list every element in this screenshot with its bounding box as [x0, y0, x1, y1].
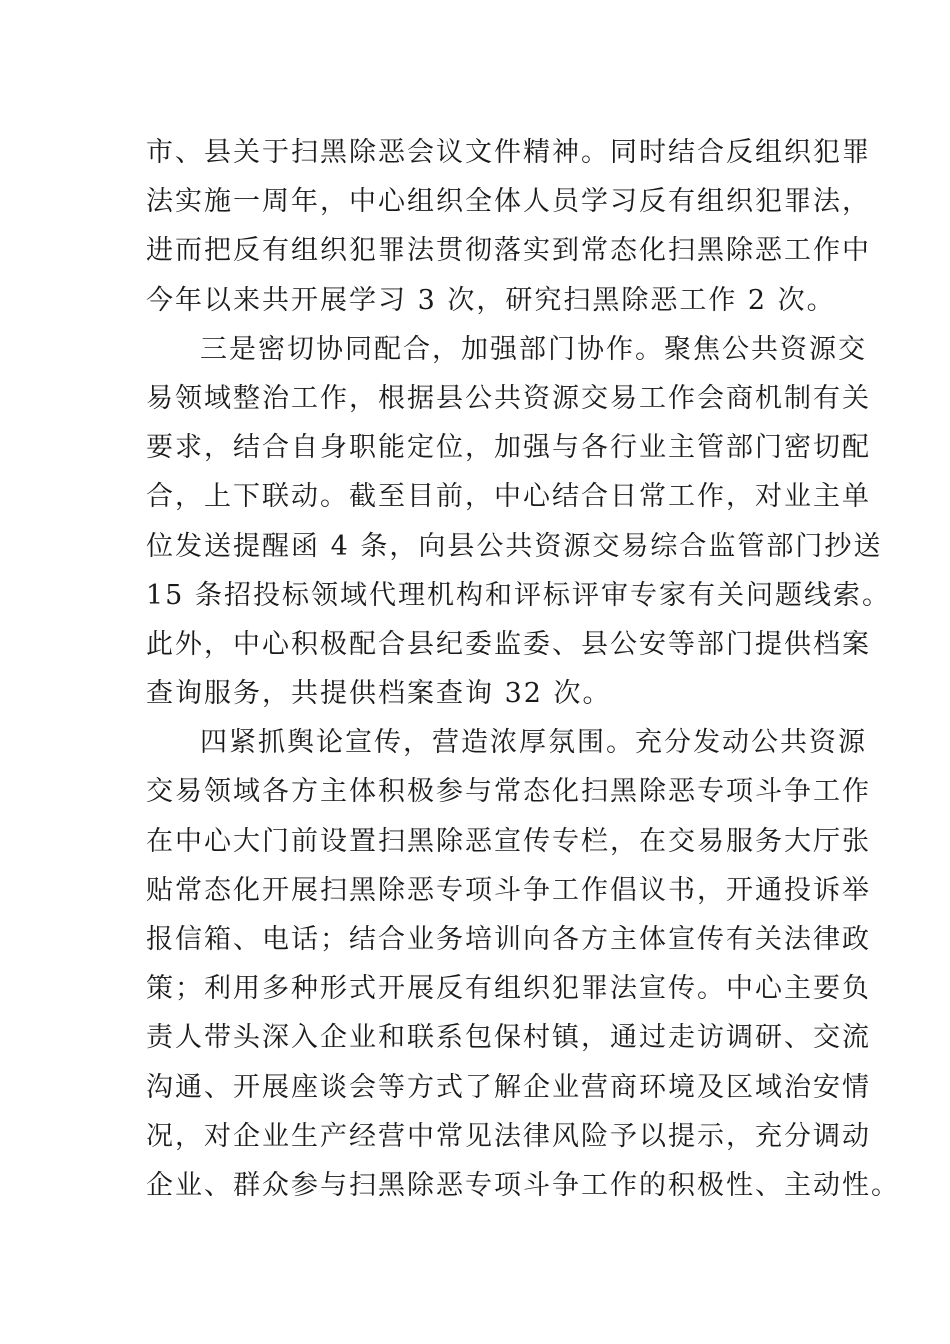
text-line: 位发送提醒函 4 条，向县公共资源交易综合监管部门抄送	[146, 530, 883, 562]
text-line: 法实施一周年，中心组织全体人员学习反有组织犯罪法，	[146, 186, 871, 218]
paragraph-start-line: 四紧抓舆论宣传，营造浓厚氛围。充分发动公共资源	[200, 727, 867, 759]
text-line: 况，对企业生产经营中常见法律风险予以提示，充分调动	[146, 1120, 871, 1152]
text-line: 策；利用多种形式开展反有组织犯罪法宣传。中心主要负	[146, 973, 871, 1005]
paragraph-start-line: 三是密切协同配合，加强部门协作。聚焦公共资源交	[200, 333, 867, 365]
text-line: 沟通、开展座谈会等方式了解企业营商环境及区域治安情	[146, 1071, 871, 1103]
text-line: 报信箱、电话；结合业务培训向各方主体宣传有关法律政	[146, 924, 871, 955]
text-line: 查询服务，共提供档案查询 32 次。	[146, 678, 612, 710]
text-line: 15 条招投标领域代理机构和评标评审专家有关问题线索。	[146, 579, 891, 611]
text-line: 进而把反有组织犯罪法贯彻落实到常态化扫黑除恶工作中	[146, 235, 871, 267]
text-line: 贴常态化开展扫黑除恶专项斗争工作倡议书，开通投诉举	[146, 874, 871, 906]
text-line: 交易领域各方主体积极参与常态化扫黑除恶专项斗争工作	[146, 776, 871, 808]
text-line: 在中心大门前设置扫黑除恶宣传专栏，在交易服务大厅张	[146, 825, 871, 857]
text-line: 企业、群众参与扫黑除恶专项斗争工作的积极性、主动性。	[146, 1169, 900, 1201]
text-line: 此外，中心积极配合县纪委监委、县公安等部门提供档案	[146, 628, 871, 660]
text-line: 今年以来共开展学习 3 次，研究扫黑除恶工作 2 次。	[146, 284, 836, 316]
text-line: 合，上下联动。截至目前，中心结合日常工作，对业主单	[146, 481, 871, 513]
text-line: 要求，结合自身职能定位，加强与各行业主管部门密切配	[146, 432, 871, 464]
body-text	[146, 128, 900, 1210]
text-line: 易领域整治工作，根据县公共资源交易工作会商机制有关	[146, 382, 871, 414]
text-line: 市、县关于扫黑除恶会议文件精神。同时结合反组织犯罪	[146, 137, 871, 168]
text-line: 责人带头深入企业和联系包保村镇，通过走访调研、交流	[146, 1022, 871, 1054]
